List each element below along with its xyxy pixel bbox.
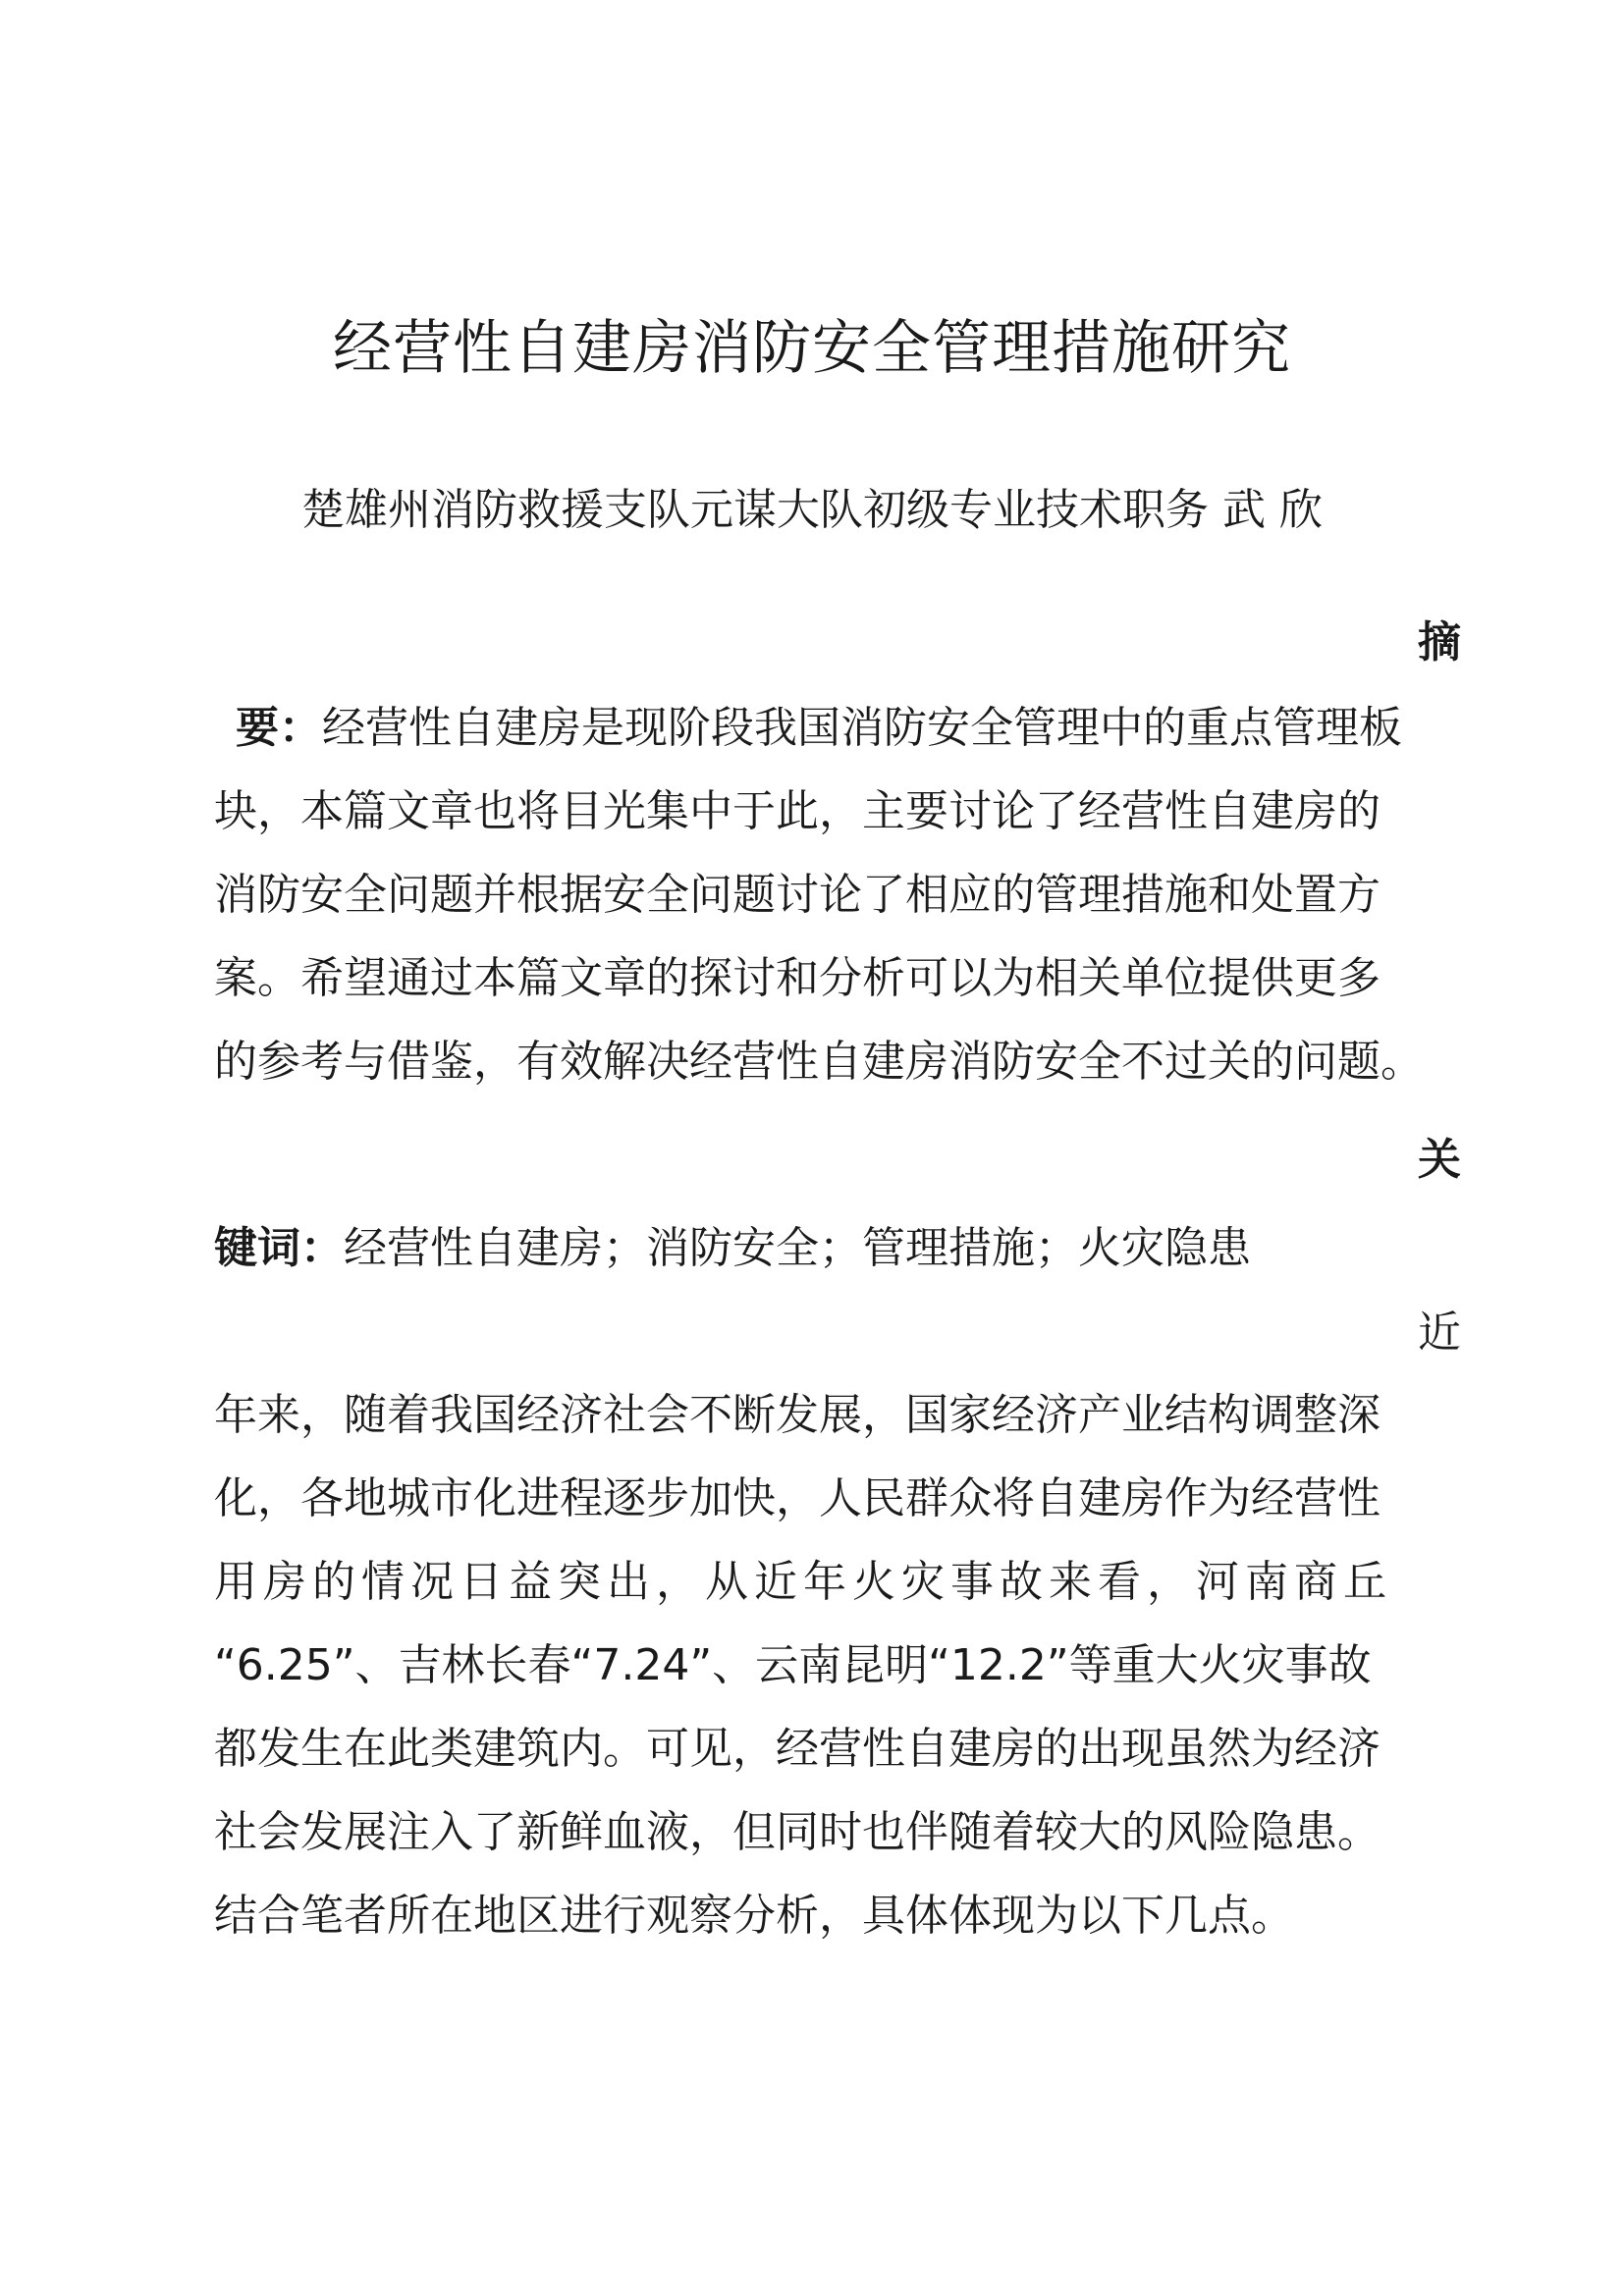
keywords-line <box>214 1219 1481 1278</box>
abstract-line-5: 的参考与借鉴，有效解决经营性自建房消防安全不过关的问题。 <box>214 1037 1424 1087</box>
keywords-text: 经营性自建房；消防安全；管理措施；火灾隐患 <box>344 1223 1251 1273</box>
abstract-line-1 <box>214 699 1481 758</box>
body-first-char: 近 <box>1418 1308 1461 1358</box>
abstract-line-3: 消防安全问题并根据安全问题讨论了相应的管理措施和处置方 <box>214 870 1380 920</box>
body-line-1: 年来，随着我国经济社会不断发展，国家经济产业结构调整深 <box>214 1390 1380 1440</box>
body-line-3: 用房的情况日益突出，从近年火灾事故来看，河南商丘 <box>214 1557 1392 1607</box>
abstract-text-1: 经营性自建房是现阶段我国消防安全管理中的重点管理板 <box>322 703 1402 753</box>
body-line-4: “6.25”、吉林长春“7.24”、云南昆明“12.2”等重大火灾事故 <box>214 1640 1372 1690</box>
abstract-label-part2: 要： <box>236 703 322 753</box>
abstract-line-2: 块，本篇文章也将目光集中于此，主要讨论了经营性自建房的 <box>214 786 1380 836</box>
abstract-label-part1: 摘 <box>1418 617 1461 667</box>
document-title: 经营性自建房消防安全管理措施研究 <box>333 314 1291 383</box>
keywords-label-part1: 关 <box>1418 1135 1461 1185</box>
body-line-6: 社会发展注入了新鲜血液，但同时也伴随着较大的风险隐患。 <box>214 1807 1380 1857</box>
body-line-5: 都发生在此类建筑内。可见，经营性自建房的出现虽然为经济 <box>214 1724 1380 1774</box>
keywords-label-part2: 键词： <box>214 1223 344 1273</box>
body-line-7: 结合笔者所在地区进行观察分析，具体体现为以下几点。 <box>214 1891 1294 1941</box>
body-line-2: 化，各地城市化进程逐步加快，人民群众将自建房作为经营性 <box>214 1473 1380 1523</box>
author-line: 楚雄州消防救援支队元谋大队初级专业技术职务 武 欣 <box>301 485 1323 535</box>
abstract-line-4: 案。希望通过本篇文章的探讨和分析可以为相关单位提供更多 <box>214 953 1380 1003</box>
